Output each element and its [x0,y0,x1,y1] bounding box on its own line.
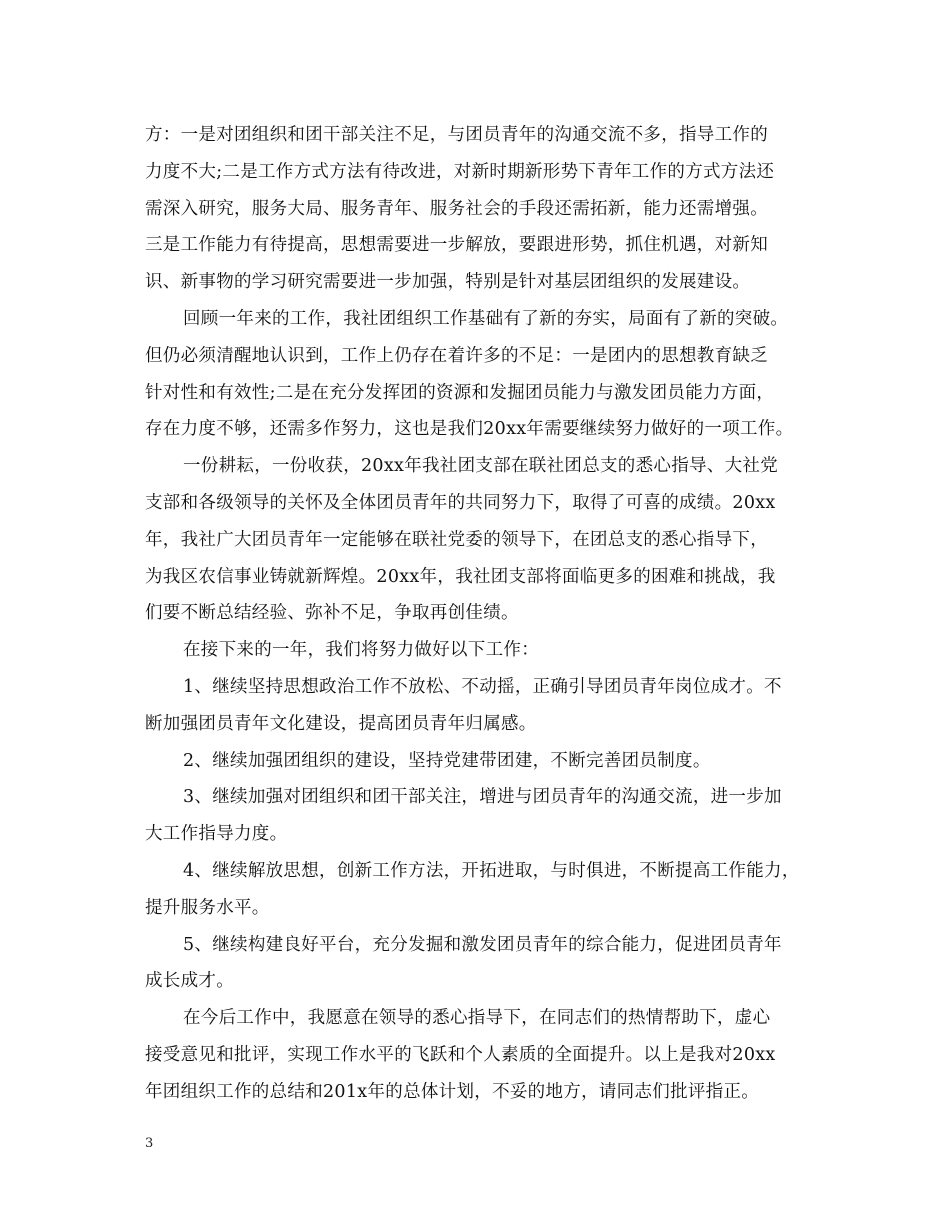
text-line: 三是工作能力有待提高，思想需要进一步解放，要跟进形势，抓住机遇，对新知 [145,235,768,256]
text-line: 支部和各级领导的关怀及全体团员青年的共同努力下，取得了可喜的成绩。20xx [145,492,776,513]
text-line: 方：一是对团组织和团干部关注不足，与团员青年的沟通交流不多，指导工作的 [145,125,768,145]
text-line: 年，我社广大团员青年一定能够在联社党委的领导下，在团总支的悉心指导下， [145,529,768,550]
text-line: 成长成才。 [145,971,234,992]
text-line: 为我区农信事业铸就新辉煌。20xx年，我社团支部将面临更多的困难和挑战，我 [145,566,776,587]
text-line: 识、新事物的学习研究需要进一步加强，特别是针对基层团组织的发展建设。 [145,272,751,293]
text-line: 年团组织工作的总结和201x年的总体计划，不妥的地方，请同志们批评指正。 [145,1081,760,1102]
text-line: 3、继续加强对团组织和团干部关注，增进与团员青年的沟通交流，进一步加 [183,787,782,808]
text-line: 但仍必须清醒地认识到，工作上仍存在着许多的不足：一是团内的思想教育缺乏 [145,345,768,366]
text-line: 2、继续加强团组织的建设，坚持党建带团建，不断完善团员制度。 [183,750,711,771]
text-line: 需深入研究，服务大局、服务青年、服务社会的手段还需拓新，能力还需增强。 [145,198,768,219]
text-line: 回顾一年来的工作，我社团组织工作基础有了新的夯实，局面有了新的突破。 [183,308,789,329]
text-line: 大工作指导力度。 [145,824,288,845]
text-line: 5、继续构建良好平台，充分发掘和激发团员青年的综合能力，促进团员青年 [183,934,782,955]
text-line: 4、继续解放思想，创新工作方法，开拓进取，与时俱进，不断提高工作能力， [183,860,800,881]
text-line: 接受意见和批评，实现工作水平的飞跃和个人素质的全面提升。以上是我对20xx [145,1044,776,1065]
page-number: 3 [145,1136,154,1151]
document-body [145,117,817,1111]
text-line: 提升服务水平。 [145,897,270,918]
text-line: 在今后工作中，我愿意在领导的悉心指导下，在同志们的热情帮助下，虚心 [183,1008,771,1029]
text-line: 在接下来的一年，我们将努力做好以下工作： [183,640,539,661]
text-line: 1、继续坚持思想政治工作不放松、不动摇，正确引导团员青年岗位成才。不 [183,676,782,697]
text-line: 一份耕耘，一份收获，20xx年我社团支部在联社团总支的悉心指导、大社党 [183,456,779,477]
text-line: 存在力度不够，还需多作努力，这也是我们20xx年需要继续努力做好的一项工作。 [145,419,794,440]
text-line: 力度不大;二是工作方式方法有待改进，对新时期新形势下青年工作的方式方法还 [145,161,775,182]
text-line: 针对性和有效性;二是在充分发挥团的资源和发掘团员能力与激发团员能力方面， [145,382,775,403]
text-line: 断加强团员青年文化建设，提高团员青年归属感。 [145,713,537,734]
text-line: 们要不断总结经验、弥补不足，争取再创佳绩。 [145,603,519,624]
